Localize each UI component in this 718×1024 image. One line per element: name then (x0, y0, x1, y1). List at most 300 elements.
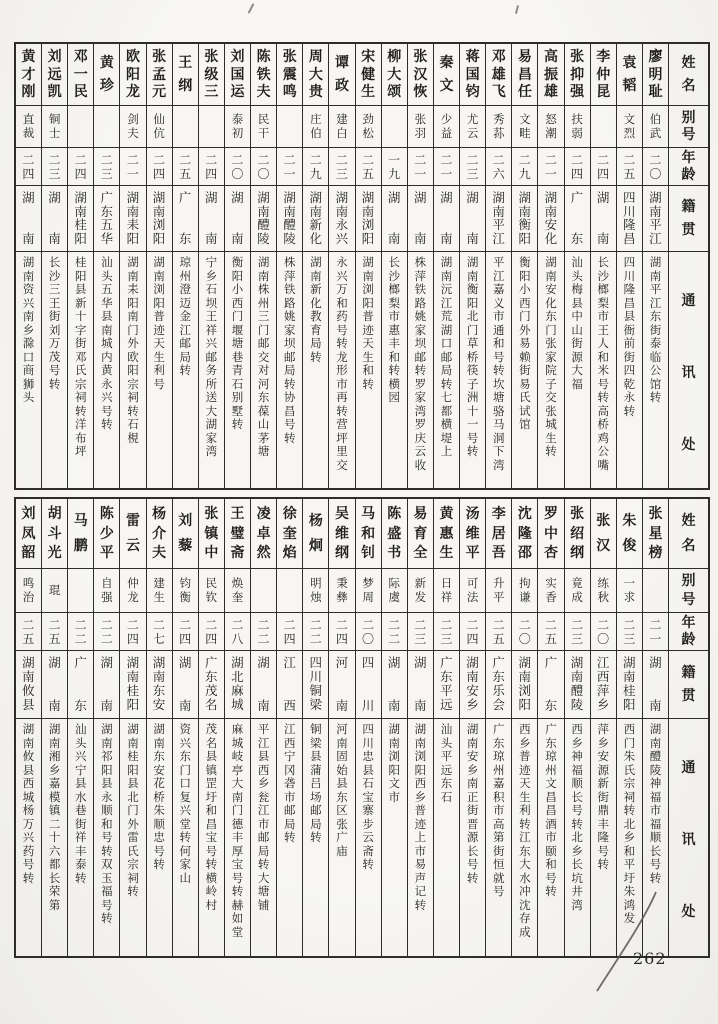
glyph: 号 (205, 843, 218, 858)
name-cell (120, 44, 145, 106)
glyph: 九 (309, 166, 322, 181)
glyph: 祥 (74, 830, 87, 844)
alias-cell (538, 569, 563, 613)
glyph: 南 (466, 776, 479, 790)
origin-cell (277, 186, 302, 252)
name-cell (303, 44, 328, 106)
glyph: 务 (205, 363, 218, 377)
glyph: 易 (519, 376, 531, 391)
glyph: 营 (336, 417, 348, 431)
origin-cell (565, 651, 590, 719)
glyph: 镇 (204, 525, 219, 542)
glyph: 大 (257, 870, 270, 885)
glyph: 忠 (153, 830, 165, 844)
glyph: 邮 (310, 803, 322, 817)
glyph: 号 (597, 376, 609, 391)
glyph: 四 (571, 166, 584, 181)
glyph: 外 (127, 336, 139, 350)
glyph: 二 (414, 152, 427, 167)
glyph: 桥 (597, 417, 609, 431)
glyph: 南 (387, 230, 401, 246)
glyph: 南 (283, 203, 296, 219)
alias-cell (486, 569, 511, 613)
glyph: 步 (362, 816, 374, 831)
alias-cell (225, 106, 250, 148)
name-cell (382, 44, 407, 106)
glyph: 维 (334, 525, 349, 542)
glyph: 白 (336, 125, 348, 140)
glyph: 籍 (681, 199, 696, 216)
glyph: 号 (649, 857, 662, 871)
glyph: 刘 (21, 506, 36, 523)
glyph: 丰 (597, 816, 609, 831)
name-cell (408, 499, 433, 569)
glyph: 荣 (48, 884, 61, 898)
glyph: 转 (545, 884, 557, 898)
age-cell (565, 613, 590, 651)
glyph: 安 (597, 749, 609, 763)
address-cell (512, 719, 537, 956)
alias-cell (617, 569, 642, 613)
glyph: 国 (230, 66, 245, 83)
glyph: 湾 (571, 897, 583, 912)
glyph: 迹 (414, 816, 427, 831)
age-cell (251, 613, 276, 651)
glyph: 璧 (230, 525, 245, 542)
glyph: 头 (22, 390, 35, 404)
entry-column (146, 44, 172, 488)
glyph: 南 (101, 322, 113, 337)
glyph: 纲 (178, 78, 193, 94)
origin-cell (120, 186, 145, 252)
glyph: 城 (231, 735, 244, 750)
glyph: 凯 (47, 83, 62, 100)
alias-cell (591, 106, 616, 148)
glyph: 东 (544, 697, 558, 713)
glyph: 铜 (309, 683, 323, 699)
pen-tick-mark (248, 3, 255, 14)
glyph: 玉 (101, 870, 113, 885)
alias-cell (329, 569, 354, 613)
glyph: 转 (545, 444, 557, 458)
age-cell (356, 613, 381, 651)
glyph: 湖 (440, 322, 453, 337)
glyph: 乡 (571, 735, 583, 750)
glyph: 奎 (282, 525, 297, 542)
glyph: 新 (309, 217, 323, 232)
origin-cell (42, 186, 67, 252)
glyph: 韬 (622, 78, 637, 94)
glyph: 号 (597, 843, 609, 858)
glyph: 成 (519, 924, 531, 939)
glyph: 杨 (308, 512, 323, 529)
origin-cell (16, 651, 41, 719)
address-cell (643, 719, 668, 956)
glyph: 醴 (649, 749, 662, 763)
glyph: 局 (440, 363, 453, 377)
glyph: 局 (283, 363, 296, 377)
glyph: 药 (336, 309, 348, 323)
glyph: 长 (388, 255, 400, 269)
glyph: 五 (100, 217, 114, 232)
header-cell (669, 651, 708, 719)
glyph: 北 (231, 669, 244, 685)
glyph: 梘 (127, 430, 139, 445)
glyph: 株 (283, 255, 296, 269)
header-cell (669, 719, 708, 956)
glyph: 二 (100, 617, 113, 632)
glyph: 四 (126, 631, 139, 646)
glyph: 氏 (74, 363, 87, 377)
origin-cell (303, 186, 328, 252)
entry-column (459, 44, 485, 488)
glyph: 七 (153, 631, 166, 646)
glyph: 湖 (231, 190, 244, 205)
glyph: 家 (205, 430, 218, 445)
origin-cell (643, 186, 668, 252)
glyph: 转 (283, 830, 296, 844)
glyph: 转 (74, 403, 87, 418)
glyph: 陈 (99, 506, 114, 523)
glyph: 阳 (127, 295, 139, 310)
origin-cell (460, 186, 485, 252)
glyph: 县 (257, 749, 270, 763)
glyph: 贵 (308, 83, 323, 100)
glyph: 送 (205, 390, 218, 404)
glyph: 南 (466, 230, 479, 246)
age-cell (460, 613, 485, 651)
origin-cell (251, 651, 276, 719)
glyph: 转 (48, 376, 61, 391)
glyph: 州 (179, 268, 191, 283)
glyph: 文 (388, 776, 400, 790)
glyph: 龄 (681, 631, 696, 648)
glyph: 长 (597, 255, 609, 269)
glyph: 二 (257, 617, 270, 632)
glyph: 资 (179, 722, 191, 736)
glyph: 秋 (597, 589, 609, 604)
age-cell (460, 148, 485, 186)
glyph: 仲 (596, 66, 611, 83)
glyph: 孟 (152, 66, 167, 83)
glyph: 都 (440, 403, 453, 418)
glyph: 三 (466, 166, 479, 181)
glyph: 平 (99, 544, 114, 561)
glyph: 新 (74, 295, 87, 310)
glyph: 二 (126, 152, 139, 167)
origin-cell (173, 651, 198, 719)
glyph: 南 (596, 230, 610, 246)
name-cell (251, 499, 276, 569)
header-cell (669, 186, 708, 252)
glyph: 嘉 (48, 776, 61, 790)
glyph: 一 (544, 166, 557, 181)
glyph: 纲 (570, 544, 585, 561)
glyph: 年 (681, 615, 696, 632)
glyph: 育 (310, 322, 322, 337)
glyph: 张 (152, 49, 167, 66)
glyph: 号 (681, 591, 696, 608)
glyph: 一 (623, 576, 636, 590)
glyph: 南 (440, 230, 453, 246)
glyph: 羽 (414, 125, 427, 140)
glyph: 转 (362, 857, 374, 871)
glyph: 庄 (310, 112, 322, 126)
age-cell (591, 148, 616, 186)
glyph: 湖 (335, 190, 349, 205)
entry-column (224, 44, 250, 488)
alias-cell (460, 106, 485, 148)
glyph: 云 (125, 538, 140, 555)
glyph: 转 (257, 857, 270, 871)
origin-cell (591, 186, 616, 252)
glyph: 二 (231, 152, 244, 167)
glyph: 县 (74, 282, 87, 296)
glyph: 十 (466, 403, 479, 418)
origin-cell (68, 186, 93, 252)
glyph: 蒋 (465, 49, 480, 66)
glyph: 模 (48, 789, 61, 804)
glyph: 石 (440, 789, 453, 804)
address-cell (303, 719, 328, 956)
glyph: 南 (335, 203, 349, 219)
glyph: 升 (492, 576, 505, 590)
name-cell (94, 499, 119, 569)
glyph: 邮 (205, 349, 218, 364)
glyph: 家 (283, 322, 296, 337)
glyph: 门 (231, 309, 244, 323)
glyph: 桂 (623, 683, 636, 699)
alias-cell (16, 569, 41, 613)
header-column (668, 44, 708, 488)
glyph: 平 (649, 282, 662, 296)
address-cell (68, 252, 93, 488)
glyph: 广 (492, 655, 505, 670)
glyph: 阳 (362, 295, 374, 310)
glyph: 衙 (623, 322, 636, 337)
glyph: 颐 (545, 843, 557, 858)
glyph: 乾 (623, 376, 636, 391)
entry-column (616, 499, 642, 956)
glyph: 强 (101, 589, 113, 604)
name-cell (16, 44, 41, 106)
glyph: 号 (571, 803, 583, 817)
glyph: 邓 (73, 49, 88, 66)
glyph: 桂 (127, 749, 139, 763)
glyph: 南 (309, 203, 323, 219)
glyph: 南 (649, 203, 662, 219)
alias-cell (408, 106, 433, 148)
glyph: 远 (47, 66, 62, 83)
address-cell (94, 719, 119, 956)
address-cell (460, 719, 485, 956)
origin-cell (538, 186, 563, 252)
glyph: 湖 (22, 255, 35, 269)
glyph: 浏 (361, 217, 375, 232)
glyph: 名 (681, 78, 696, 94)
glyph: 和 (336, 295, 348, 310)
glyph: 转 (597, 390, 609, 404)
glyph: 记 (414, 884, 427, 898)
origin-cell (434, 651, 459, 719)
glyph: 街 (466, 803, 479, 817)
glyph: 普 (362, 309, 374, 323)
entry-column (67, 499, 93, 956)
glyph: 水 (519, 870, 531, 885)
glyph: 四 (153, 166, 166, 181)
glyph: 湖 (623, 655, 636, 670)
glyph: 上 (414, 830, 427, 844)
glyph: 法 (466, 589, 479, 604)
glyph: 外 (127, 816, 139, 831)
glyph: 生 (362, 349, 374, 364)
glyph: 州 (492, 762, 505, 777)
glyph: 奎 (231, 589, 244, 604)
glyph: 兴 (335, 230, 349, 246)
glyph: 竟 (571, 576, 583, 590)
glyph: 二 (492, 152, 505, 167)
glyph: 邮 (283, 349, 296, 364)
glyph: 别 (681, 109, 696, 126)
glyph: 恒 (492, 857, 505, 871)
alias-cell (173, 106, 198, 148)
glyph: 丰 (74, 843, 87, 858)
glyph: 纲 (334, 544, 349, 561)
glyph: 丰 (388, 336, 400, 350)
glyph: 伯 (310, 125, 322, 140)
glyph: 永 (623, 390, 636, 404)
glyph: 三 (440, 631, 453, 646)
glyph: 堰 (231, 322, 244, 337)
glyph: 刘 (178, 512, 193, 529)
glyph: 城 (101, 336, 113, 350)
glyph: 水 (74, 789, 87, 804)
glyph: 杨 (152, 506, 167, 523)
glyph: 南 (127, 309, 139, 323)
name-cell (173, 499, 198, 569)
glyph: 邮 (257, 830, 270, 844)
glyph: 二 (440, 152, 453, 167)
glyph: 对 (257, 363, 270, 377)
glyph: 怒 (545, 112, 557, 126)
glyph: 二 (22, 152, 35, 167)
origin-cell (382, 651, 407, 719)
glyph: 绍 (570, 525, 585, 542)
glyph: 夫 (256, 83, 271, 100)
glyph: 横 (388, 376, 400, 391)
glyph: 存 (519, 911, 531, 925)
glyph: 城 (231, 697, 244, 713)
entry-column (355, 44, 381, 488)
glyph: 中 (543, 525, 558, 542)
glyph: 建 (336, 112, 348, 126)
glyph: 转 (649, 870, 662, 885)
entry-column (642, 44, 668, 488)
glyph: 汕 (101, 255, 113, 269)
glyph: 二 (440, 617, 453, 632)
glyph: 黄 (101, 363, 113, 377)
glyph: 江 (440, 295, 453, 310)
glyph: 普 (153, 309, 165, 323)
glyph: 门 (623, 735, 636, 750)
header-cell (669, 148, 708, 186)
glyph: 号 (153, 376, 165, 391)
glyph: 坪 (336, 430, 348, 445)
glyph: 寨 (362, 803, 374, 817)
address-cell (16, 719, 41, 956)
glyph: 湖 (387, 655, 401, 670)
glyph: 西 (231, 295, 244, 310)
glyph: 阳 (518, 697, 532, 713)
glyph: 乡 (596, 697, 610, 713)
glyph: 头 (571, 268, 583, 283)
glyph: 朱 (153, 803, 165, 817)
glyph: 安 (544, 217, 558, 232)
age-cell (643, 148, 668, 186)
glyph: 明 (310, 576, 322, 590)
glyph: 欧 (125, 49, 140, 66)
entry-column (407, 499, 433, 956)
glyph: 局 (179, 349, 191, 364)
glyph: 夫 (152, 544, 167, 561)
glyph: 邮 (283, 803, 296, 817)
glyph: 铁 (414, 282, 427, 296)
glyph: 二 (74, 617, 87, 632)
glyph: 金 (179, 309, 191, 323)
glyph: 外 (519, 322, 531, 337)
glyph: 二 (179, 617, 192, 632)
glyph: 转 (597, 857, 609, 871)
glyph: 荒 (440, 309, 453, 323)
glyph: 号 (492, 349, 505, 364)
glyph: 湖 (518, 655, 532, 670)
glyph: 萍 (597, 722, 609, 736)
glyph: 如 (231, 911, 244, 925)
origin-cell (94, 651, 119, 719)
glyph: 二 (518, 617, 531, 632)
glyph: 浏 (388, 749, 400, 763)
glyph: 昌 (623, 295, 636, 310)
glyph: 李 (596, 49, 611, 66)
glyph: 南 (544, 203, 558, 219)
glyph: 街 (48, 309, 61, 323)
glyph: 街 (649, 322, 662, 337)
glyph: 兴 (179, 803, 191, 817)
glyph: 铺 (257, 897, 270, 912)
glyph: 贯 (681, 688, 696, 704)
glyph: 市 (492, 803, 505, 817)
glyph: 亭 (231, 762, 244, 777)
glyph: 斗 (47, 525, 62, 542)
entry-column (16, 44, 41, 488)
age-cell (120, 148, 145, 186)
entry-column (41, 44, 67, 488)
origin-cell (94, 186, 119, 252)
glyph: 广 (100, 190, 114, 205)
glyph: 练 (597, 576, 609, 590)
glyph: 冈 (283, 762, 296, 777)
glyph: 市 (414, 843, 427, 858)
glyph: 四 (623, 190, 636, 205)
glyph: 二 (571, 617, 584, 632)
alias-cell (94, 106, 119, 148)
glyph: 小 (231, 282, 244, 296)
address-cell (225, 719, 250, 956)
glyph: 市 (283, 789, 296, 804)
origin-cell (486, 186, 511, 252)
glyph: 转 (127, 884, 139, 898)
glyph: 宋 (361, 49, 376, 66)
